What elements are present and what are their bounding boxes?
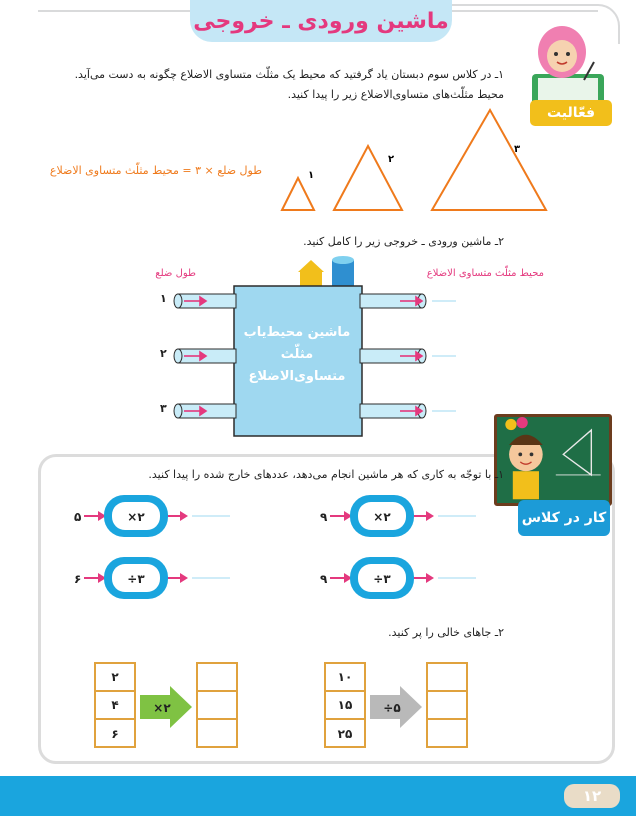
- title-banner: [190, 0, 452, 42]
- machine-b-op: ×۲: [373, 510, 391, 524]
- input-label: طول ضلع: [155, 268, 196, 279]
- classwork-tag-label: کار در کلاس: [521, 510, 607, 526]
- left-input-cell: ۶: [111, 727, 119, 741]
- left-input-cell: ۴: [96, 692, 134, 720]
- machine-a: [84, 495, 230, 537]
- classwork-tag: [518, 500, 610, 536]
- machine-label: [236, 322, 358, 388]
- left-output-cell[interactable]: [198, 692, 236, 720]
- triangle-3: [432, 110, 546, 210]
- small-machines: [80, 494, 500, 610]
- machine-label-line-3: متساوی‌الاضلاع: [248, 369, 346, 384]
- machine-c-input: ۶: [74, 572, 82, 586]
- right-input-cell: ۱۵: [326, 692, 364, 720]
- machine-a-op: ×۲: [127, 510, 145, 524]
- right-output-cell[interactable]: [428, 692, 466, 720]
- activity-girl-illustration: [524, 22, 608, 112]
- right-arrow-operator: [370, 686, 422, 728]
- triangles-figure: [276, 104, 556, 214]
- q1-instruction: ۱ـ در کلاس سوم دبستان یاد گرفتید که محیط یک مثلّث متساوی الاضلاع چگونه به دست می‌آید.: [74, 68, 504, 81]
- right-arrow-op: ÷۵: [383, 701, 401, 715]
- machine-b: [330, 495, 476, 537]
- left-arrow-operator: [140, 686, 192, 728]
- right-output-table: [426, 662, 468, 748]
- page-number: [564, 784, 620, 808]
- page-number-value: ۱۲: [582, 787, 602, 805]
- machine-c-op: ÷۳: [127, 572, 145, 586]
- classwork-q2-instruction: ۲ـ جاهای خالی را پر کنید.: [388, 626, 504, 639]
- machine-label-line-2: مثلّث: [280, 347, 314, 362]
- classwork-boy-illustration: [494, 414, 612, 506]
- row-number-2: ۲: [160, 347, 167, 360]
- left-input-cell: ۲: [96, 664, 134, 692]
- activity-tag-label: فعّالیت: [546, 105, 596, 121]
- machine-b-input: ۹: [320, 510, 328, 524]
- left-output-cell[interactable]: [198, 664, 236, 692]
- q2-instruction: ۲ـ ماشین ورودی ـ خروجی زیر را کامل کنید.: [303, 235, 504, 248]
- right-output-cell[interactable]: [428, 664, 466, 692]
- machine-a-input: ۵: [74, 510, 82, 524]
- left-input-table: [94, 662, 136, 748]
- q1-subinstruction: محیط مثلّث‌های متساوی‌الاضلاع زیر را پیدا کنید.: [287, 88, 504, 101]
- machine-d: [330, 557, 476, 599]
- output-label: محیط مثلّث متساوی الاضلاع: [426, 268, 544, 279]
- machine-d-op: ÷۳: [373, 572, 391, 586]
- machine-label-line-1: ماشین محیط‌یاب: [243, 325, 351, 340]
- right-input-cell: ۲۵: [337, 727, 353, 741]
- classwork-q1-instruction: ۱ـ با توجّه به کاری که هر ماشین انجام می‌دهد، عددهای خارج شده را پیدا کنید.: [148, 468, 504, 481]
- triangle-1: [282, 178, 314, 210]
- page-title: ماشین ورودی ـ خروجی: [193, 8, 449, 34]
- machine-c: [84, 557, 230, 599]
- perimeter-formula: طول ضلع × ۳ = محیط مثلّث متساوی الاضلاع: [49, 164, 262, 177]
- left-output-cell[interactable]: [198, 720, 236, 748]
- left-arrow-op: ×۲: [153, 701, 171, 715]
- triangle-2-label: ۲: [388, 154, 395, 165]
- footer-band: [0, 776, 636, 816]
- right-output-cell[interactable]: [428, 720, 466, 748]
- right-input-cell: ۱۰: [326, 664, 364, 692]
- row-number-1: ۱: [160, 292, 167, 305]
- triangle-1-label: ۱: [308, 170, 315, 181]
- machine-d-input: ۹: [320, 572, 328, 586]
- triangle-3-label: ۳: [514, 144, 521, 155]
- right-input-table: [324, 662, 366, 748]
- row-number-3: ۳: [160, 402, 167, 415]
- left-output-table: [196, 662, 238, 748]
